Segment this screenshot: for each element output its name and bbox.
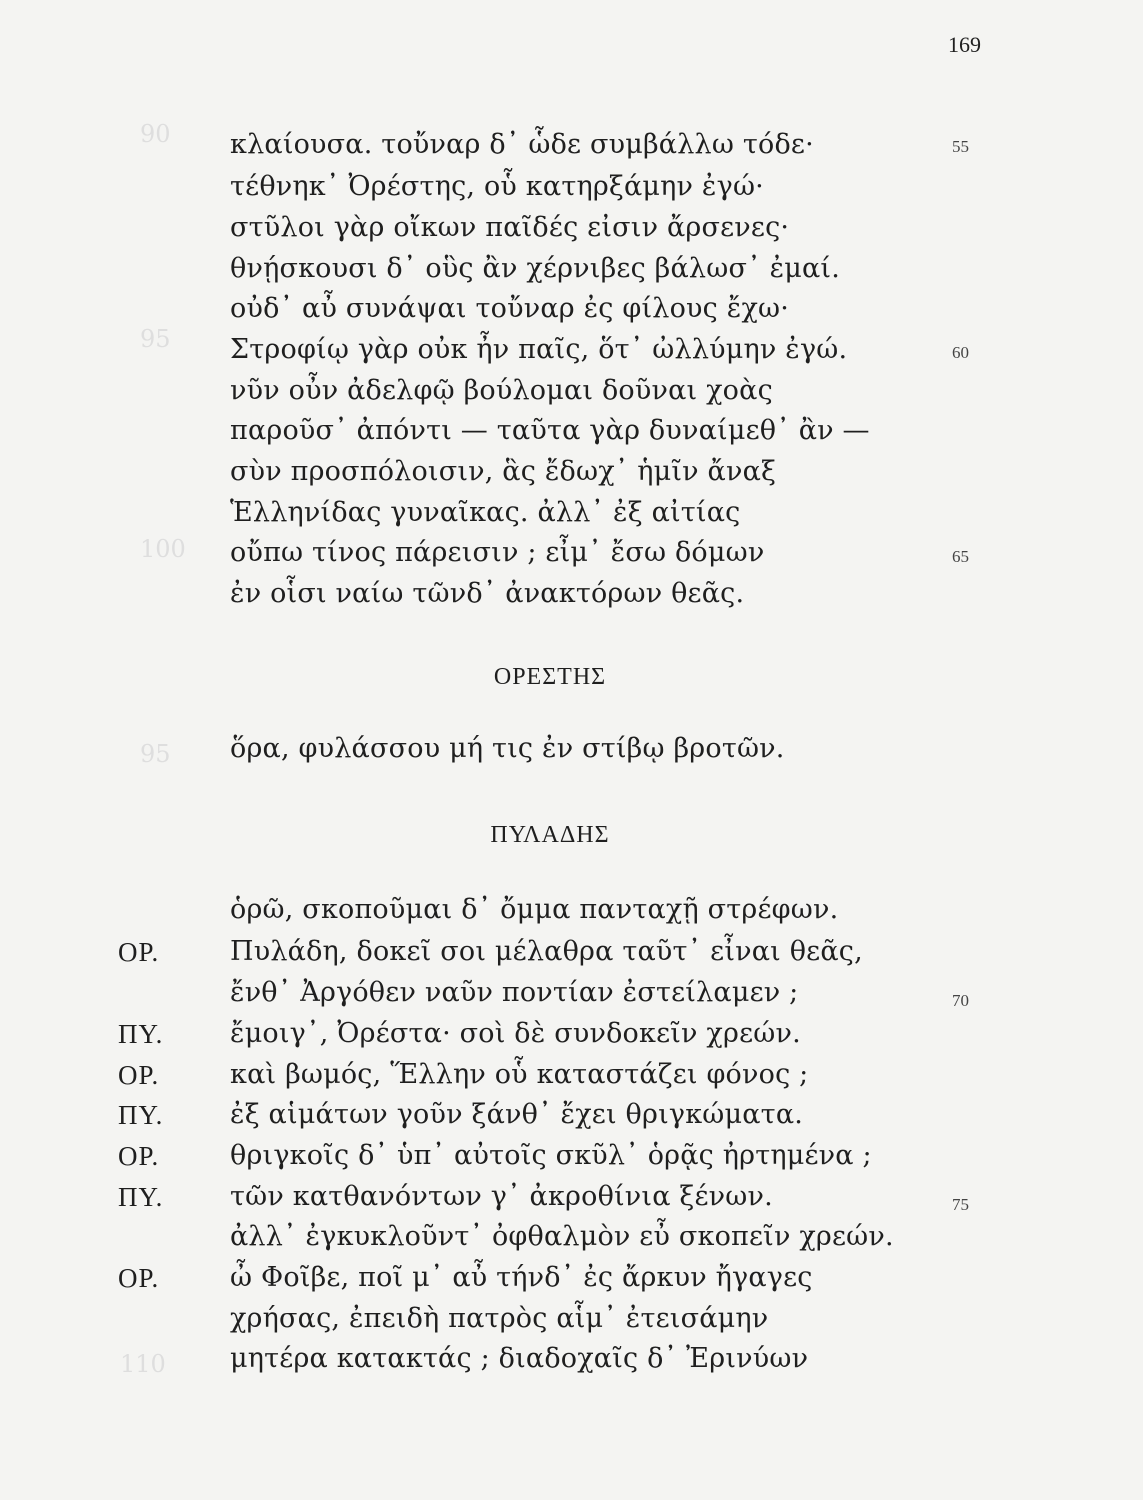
verse-line: Ἑλληνίδας γυναῖκας. ἀλλ᾽ ἐξ αἰτίας [230, 497, 741, 528]
speaker-label: ΟΡ. [118, 937, 160, 967]
verse-line: ὁρῶ, σκοποῦμαι δ᾽ ὄμμα πανταχῇ στρέφων. [230, 894, 839, 925]
show-through-mark: 90 [140, 120, 171, 148]
speaker-label: ΟΡ. [118, 1141, 160, 1171]
show-through-mark: 100 [140, 535, 186, 563]
line-number: 55 [952, 137, 969, 156]
verse-line: ὦ Φοῖβε, ποῖ μ᾽ αὖ τήνδ᾽ ἐς ἄρκυν ἤγαγες [230, 1262, 813, 1293]
verse-line: Πυλάδη, δοκεῖ σοι μέλαθρα ταῦτ᾽ εἶναι θεᾶς, [230, 936, 863, 967]
line-number: 60 [952, 343, 969, 362]
verse-line: κλαίουσα. τοὔναρ δ᾽ ὧδε συμβάλλω τόδε· [230, 129, 814, 160]
speaker-label: ΠΥ. [118, 1100, 164, 1130]
page-number: 169 [948, 32, 981, 57]
verse-line: στῦλοι γὰρ οἴκων παῖδές εἰσιν ἄρσενες· [230, 212, 790, 243]
verse-line: ἐξ αἱμάτων γοῦν ξάνθ᾽ ἔχει θριγκώματα. [230, 1099, 804, 1130]
verse-line: τῶν κατθανόντων γ᾽ ἀκροθίνια ξένων. [230, 1181, 773, 1212]
verse-line: ἐν οἷσι ναίω τῶνδ᾽ ἀνακτόρων θεᾶς. [230, 578, 745, 609]
verse-line: νῦν οὖν ἀδελφῷ βούλομαι δοῦναι χοὰς [230, 375, 773, 406]
line-number: 70 [952, 991, 969, 1010]
verse-line: μητέρα κατακτάς ; διαδοχαῖς δ᾽ Ἐρινύων [230, 1343, 809, 1374]
show-through-mark: 95 [140, 325, 171, 353]
speaker-label: ΠΥ. [118, 1019, 164, 1049]
verse-line: ἔνθ᾽ Ἀργόθεν ναῦν ποντίαν ἐστείλαμεν ; [230, 977, 799, 1008]
verse-line: θριγκοῖς δ᾽ ὑπ᾽ αὐτοῖς σκῦλ᾽ ὁρᾷς ἠρτημένα ; [230, 1140, 872, 1171]
verse-line: τέθνηκ᾽ Ὀρέστης, οὗ κατηρξάμην ἐγώ· [230, 171, 764, 202]
verse-line: Στροφίῳ γὰρ οὐκ ἦν παῖς, ὅτ᾽ ὠλλύμην ἐγώ. [230, 334, 848, 365]
speaker-label: ΟΡ. [118, 1263, 160, 1293]
line-number: 65 [952, 547, 969, 566]
verse-line: παροῦσ᾽ ἀπόντι — ταῦτα γὰρ δυναίμεθ᾽ ἂν — [230, 415, 870, 446]
line-number: 75 [952, 1195, 969, 1214]
verse-line: οὔπω τίνος πάρεισιν ; εἶμ᾽ ἔσω δόμων [230, 537, 765, 568]
show-through-mark: 110 [120, 1350, 166, 1378]
verse-line: σὺν προσπόλοισιν, ἃς ἔδωχ᾽ ἡμῖν ἄναξ [230, 456, 777, 487]
speaker-label: ΟΡ. [118, 1060, 160, 1090]
verse-line: ὅρα, φυλάσσου μή τις ἐν στίβῳ βροτῶν. [230, 733, 785, 764]
verse-line: ἔμοιγ᾽, Ὀρέστα· σοὶ δὲ συνδοκεῖν χρεών. [230, 1018, 801, 1049]
verse-line: ἀλλ᾽ ἐγκυκλοῦντ᾽ ὀφθαλμὸν εὖ σκοπεῖν χρεών. [230, 1221, 894, 1252]
speaker-heading-orestes: ΟΡΕΣΤΗΣ [493, 664, 607, 690]
verse-line: καὶ βωμός, Ἕλλην οὗ καταστάζει φόνος ; [230, 1059, 809, 1090]
verse-line: οὐδ᾽ αὖ συνάψαι τοὔναρ ἐς φίλους ἔχω· [230, 293, 790, 324]
speaker-heading-pylades: ΠΥΛΑΔΗΣ [490, 822, 610, 848]
verse-line: χρήσας, ἐπειδὴ πατρὸς αἷμ᾽ ἐτεισάμην [230, 1303, 769, 1334]
speaker-label: ΠΥ. [118, 1182, 164, 1212]
verse-line: θνῄσκουσι δ᾽ οὓς ἂν χέρνιβες βάλωσ᾽ ἐμαί. [230, 253, 841, 284]
show-through-mark: 95 [140, 740, 171, 768]
